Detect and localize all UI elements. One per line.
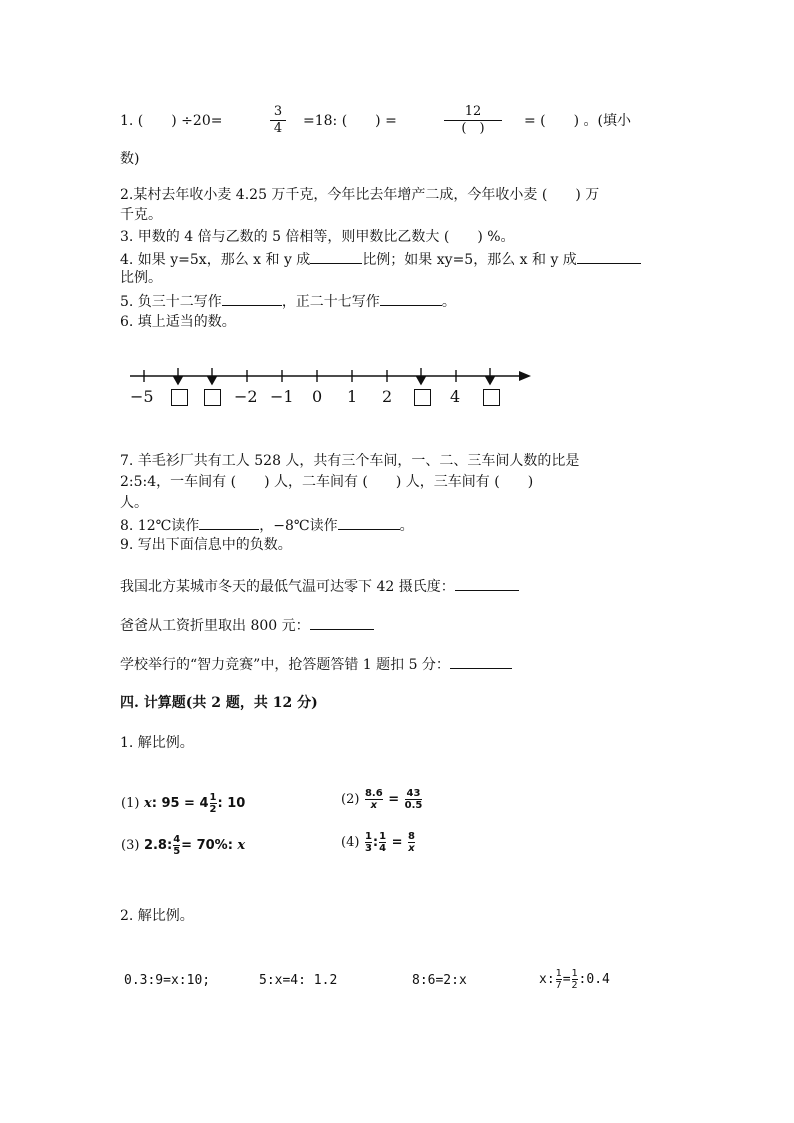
q4-line1	[120, 249, 641, 269]
answer-box-1[interactable]	[171, 389, 188, 406]
q9-item-2	[120, 615, 374, 635]
calc1-p1-label: (1)	[121, 796, 140, 811]
q8-part-b: ，−8℃读作	[259, 518, 338, 534]
q9-item-3-text: 学校举行的“智力竞赛”中，抢答题答错 1 题扣 5 分：	[120, 657, 450, 673]
calc1-problem-1	[121, 792, 245, 815]
q4-part-b: 比例；如果 xy=5，那么 x 和 y 成	[362, 252, 577, 268]
q9-text: 9. 写出下面信息中的负数。	[120, 537, 292, 553]
calc1-title: 1. 解比例。	[120, 735, 194, 751]
calc2-eq-1: 0.3:9=x:10;	[124, 973, 211, 988]
q7-line2: 2:5:4，一车间有 ( ) 人，二车间有 ( ) 人，三车间有 ( )	[120, 474, 534, 490]
answer-box-3[interactable]	[414, 389, 431, 406]
q7-line3: 人。	[120, 495, 148, 511]
q4-line2: 比例。	[120, 270, 162, 286]
calc1-p3-fraction: $\frac{4}{5}$	[173, 834, 181, 857]
calc2-e4-fraction-2: $\frac{1}{2}$	[571, 968, 578, 991]
calc1-p1-x: x	[143, 796, 152, 811]
q9-blank-3[interactable]	[450, 654, 512, 669]
calc1-p4-fraction-b: $\frac{1}{4}$	[379, 831, 387, 854]
q5-part-c: 。	[441, 294, 456, 310]
q1-fraction-1	[270, 104, 286, 137]
answer-box-2[interactable]	[204, 389, 221, 406]
calc1-p1-mid: : 95 = 4	[151, 796, 209, 811]
calc2-e4-b: :0.4	[578, 972, 610, 987]
calc1-p2-right-fraction: $\frac{43}{0.5}$	[404, 788, 423, 811]
q1-frac2-num: 12	[464, 104, 482, 119]
calc1-p3-label: (3)	[121, 838, 140, 853]
q9-item-3	[120, 654, 512, 674]
number-line-arrowhead	[519, 371, 531, 381]
q5-part-b: ，正二十七写作	[281, 294, 380, 310]
calc1-p1-fraction: $\frac{1}{2}$	[209, 792, 217, 815]
q1-part-a: 1. ( ) ÷20=	[120, 113, 223, 129]
q8-part-c: 。	[399, 518, 414, 534]
calc1-p3-b: = 70%:	[181, 838, 238, 853]
q9-item-1	[120, 576, 519, 596]
q5-blank-2[interactable]	[380, 291, 442, 306]
q4-part-a: 4. 如果 y=5x，那么 x 和 y 成	[120, 252, 311, 268]
calc1-p3-a: 2.8:	[143, 838, 173, 853]
number-line-label-minus2: −2	[234, 387, 258, 406]
calc1-p2-label: (2)	[341, 792, 360, 807]
calc2-e4-a: x:	[539, 972, 555, 987]
q9-item-1-text: 我国北方某城市冬天的最低气温可达零下 42 摄氏度：	[120, 579, 455, 595]
calc2-eq-3: 8:6=2:x	[412, 973, 467, 988]
q5-line	[120, 291, 456, 311]
q1-fraction-2	[444, 104, 502, 137]
answer-box-4[interactable]	[483, 389, 500, 406]
calc1-problem-4: (4) $\frac{1}{3}$ : $\frac{1}{4}$ = $\frac{8}{x}$	[341, 831, 416, 854]
q8-line	[120, 515, 414, 535]
q9-blank-1[interactable]	[455, 576, 519, 591]
number-line-label-0: 0	[312, 387, 323, 406]
q1-line2: 数)	[120, 151, 140, 167]
number-line-label-4: 4	[450, 387, 461, 406]
calc1-p2-left-fraction: $\frac{8.6}{x}$	[364, 788, 383, 811]
q1-frac2-den: ( )	[461, 121, 485, 136]
q9-item-2-text: 爸爸从工资折里取出 800 元：	[120, 618, 310, 634]
q8-blank-1[interactable]	[199, 515, 259, 530]
q1-frac1-num: 3	[273, 104, 283, 119]
q1-part-c: = ( ) 。(填小	[524, 113, 632, 129]
q1-frac1-den: 4	[273, 121, 283, 136]
q5-blank-1[interactable]	[222, 291, 282, 306]
q4-blank-1[interactable]	[310, 249, 362, 264]
calc1-problem-3	[121, 834, 245, 857]
calc2-eq-4	[539, 968, 610, 991]
calc1-problem-2: (2) $\frac{8.6}{x}$ = $\frac{43}{0.5}$	[341, 788, 423, 811]
q8-blank-2[interactable]	[338, 515, 400, 530]
q6-text: 6. 填上适当的数。	[120, 314, 236, 330]
q8-part-a: 8. 12℃读作	[120, 518, 200, 534]
calc1-p4-fraction-a: $\frac{1}{3}$	[364, 831, 372, 854]
q7-line1: 7. 羊毛衫厂共有工人 528 人，共有三个车间，一、二、三车间人数的比是	[120, 453, 580, 469]
q3-text: 3. 甲数的 4 倍与乙数的 5 倍相等，则甲数比乙数大 ( ) %。	[120, 229, 515, 245]
calc2-title: 2. 解比例。	[120, 908, 194, 924]
calc2-e4-fraction-1: $\frac{1}{7}$	[555, 968, 562, 991]
calc1-p4-fraction-c: $\frac{8}{x}$	[408, 831, 416, 854]
number-line-label-2: 2	[382, 387, 393, 406]
calc2-e4-eq: =	[562, 972, 571, 987]
number-line-label-minus5: −5	[130, 387, 154, 406]
section4-title: 四. 计算题(共 2 题，共 12 分)	[120, 695, 318, 711]
calc1-p1-end: : 10	[217, 796, 246, 811]
calc1-p4-label: (4)	[341, 835, 360, 850]
q5-part-a: 5. 负三十二写作	[120, 294, 222, 310]
q2-line1: 2.某村去年收小麦 4.25 万千克，今年比去年增产二成，今年收小麦 ( ) 万	[120, 187, 600, 203]
calc1-p3-x: x	[237, 838, 246, 853]
number-line-label-1: 1	[347, 387, 358, 406]
number-line	[125, 364, 545, 414]
q9-blank-2[interactable]	[310, 615, 374, 630]
q1-part-b: =18: ( ) =	[303, 113, 397, 129]
number-line-label-minus1: −1	[270, 387, 294, 406]
calc2-eq-2: 5:x=4: 1.2	[259, 973, 338, 988]
q4-blank-2[interactable]	[577, 249, 641, 264]
q2-line2: 千克。	[120, 207, 162, 223]
